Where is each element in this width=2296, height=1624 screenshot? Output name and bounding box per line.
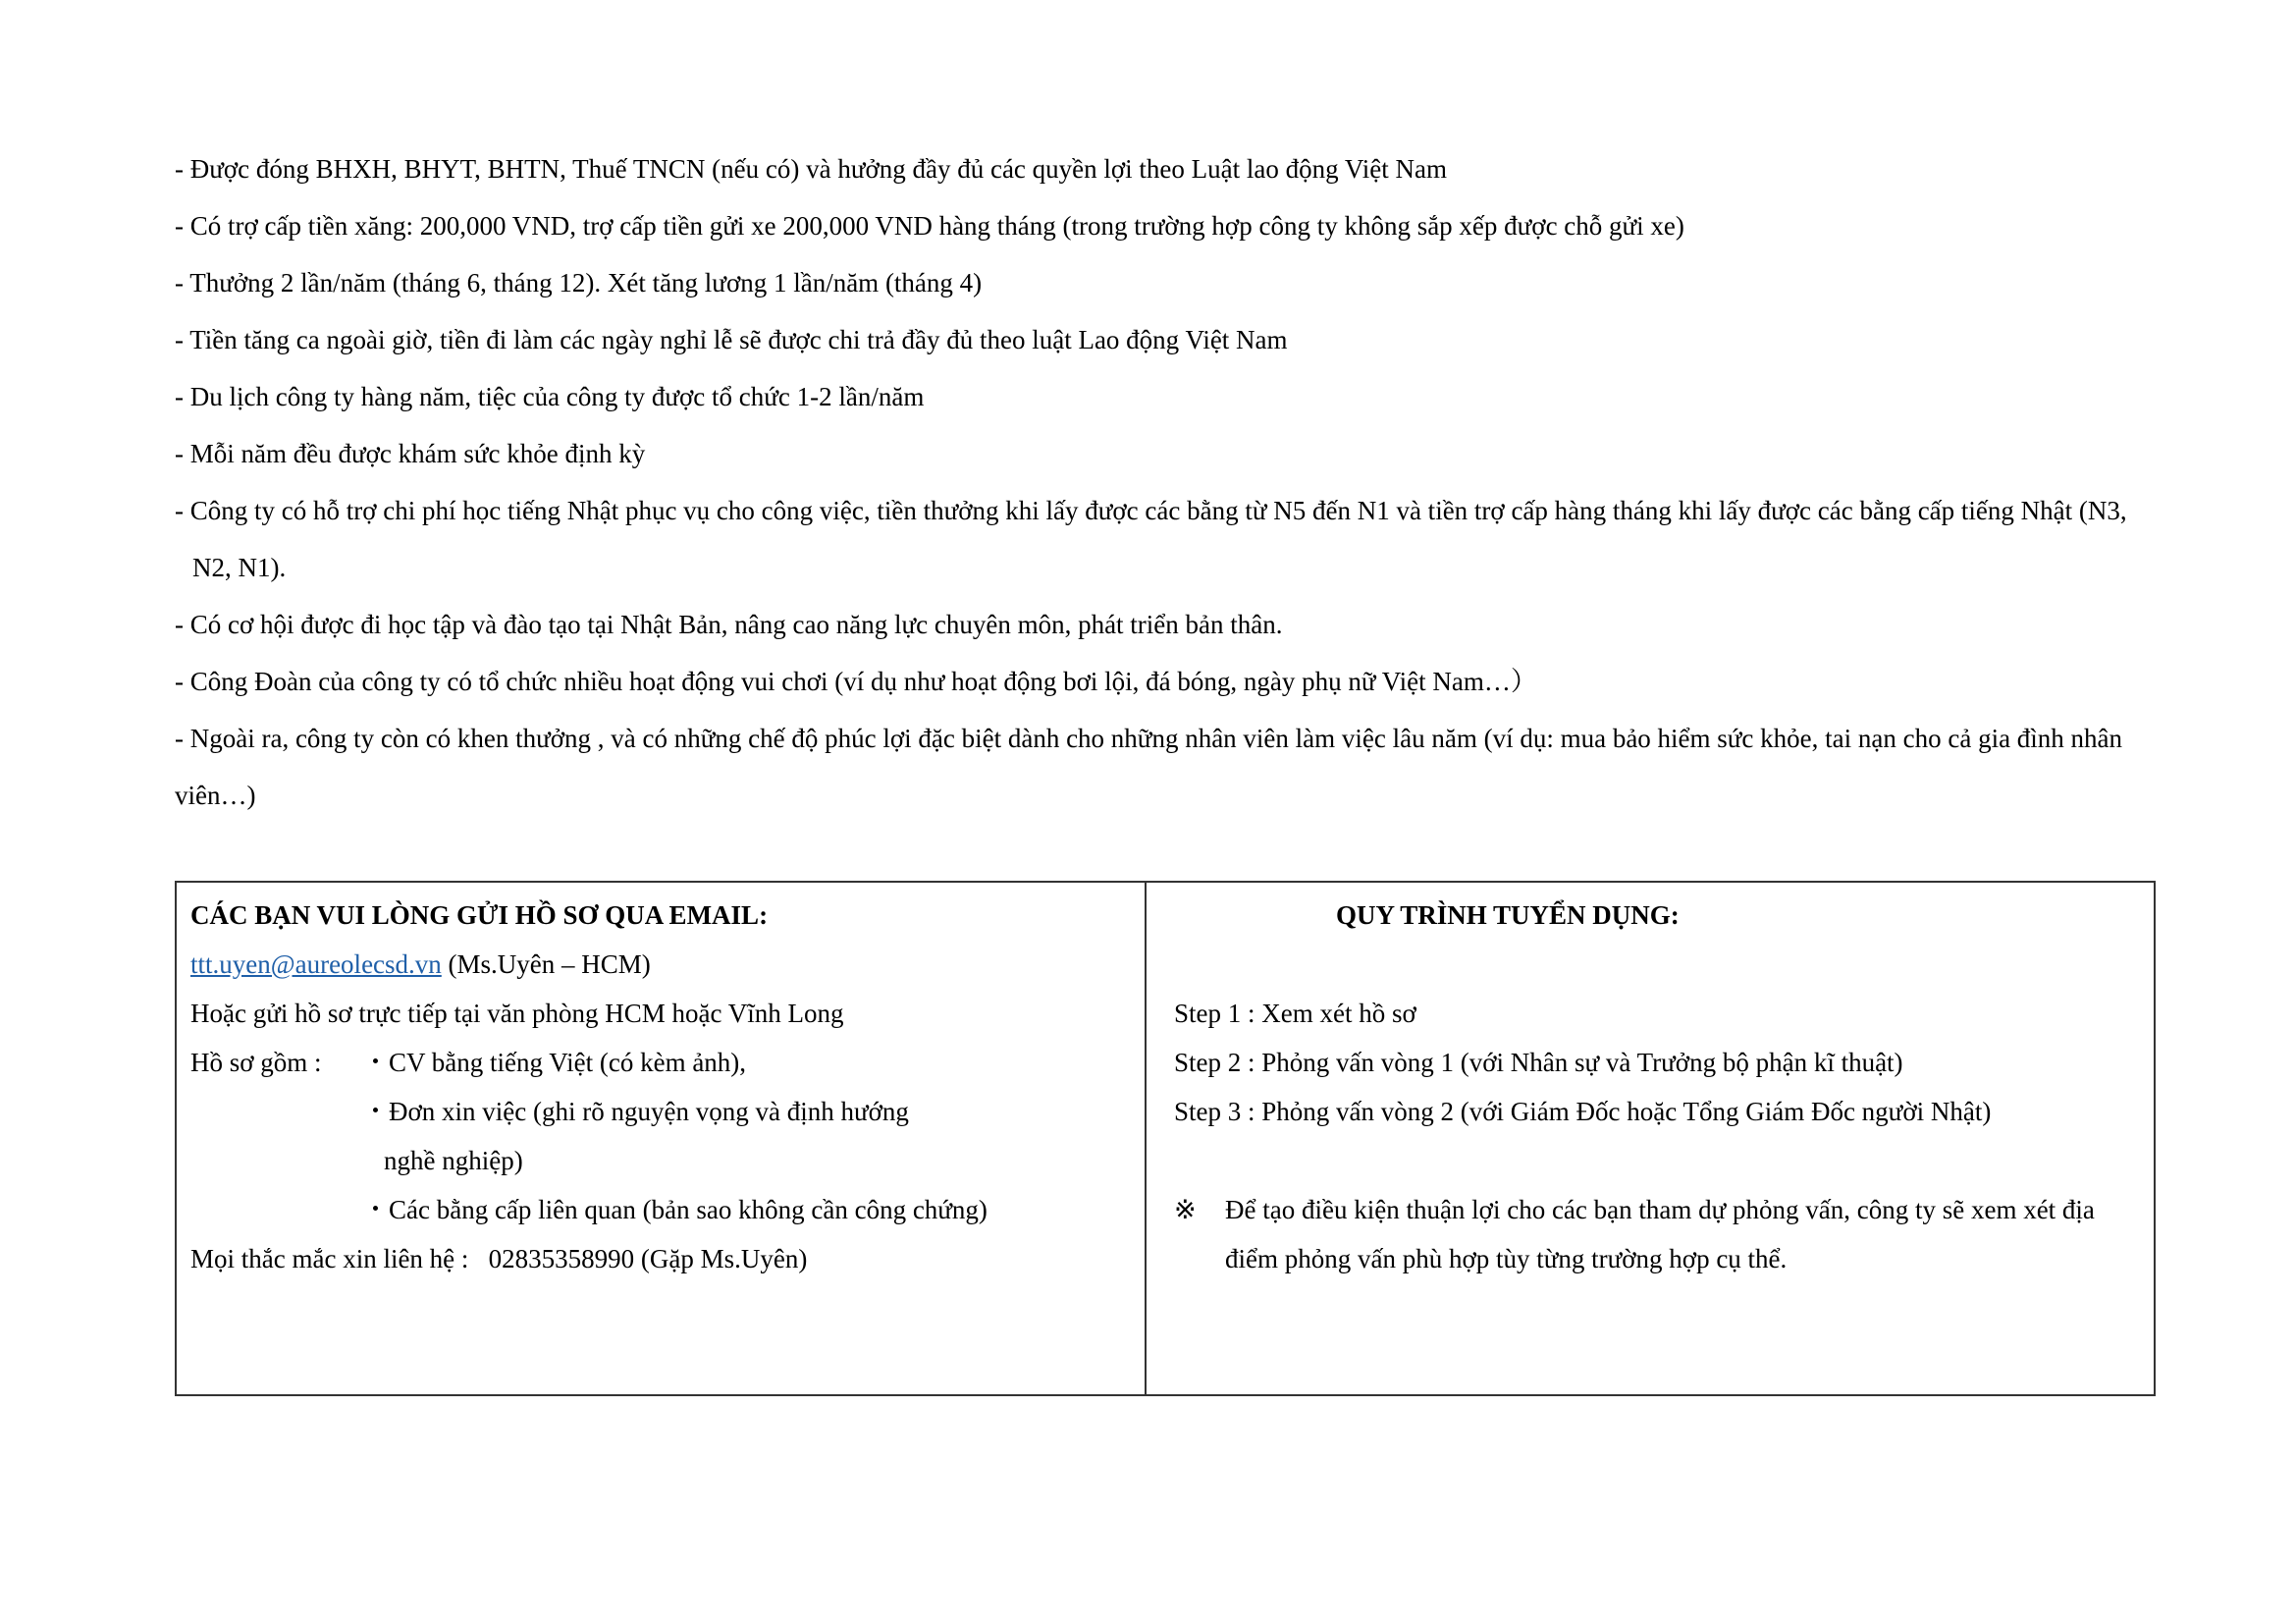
note-text: Để tạo điều kiện thuận lợi cho các bạn tham dự phỏng vấn, công ty sẽ xem xét địa điểm phỏng vấn phù hợp tùy từng trường hợp cụ thể. [1225,1195,2095,1273]
benefit-item: - Có trợ cấp tiền xăng: 200,000 VND, trợ cấp tiền gửi xe 200,000 VND hàng tháng (trong trường hợp công ty không sắp xếp được chỗ gửi xe) [175,211,1684,241]
benefit-item: - Công ty có hỗ trợ chi phí học tiếng Nhật phục vụ cho công việc, tiền thưởng khi lấy được các bằng từ N5 đến N1 và tiền trợ cấp hàng tháng khi lấy được các bằng cấp tiếng Nhật (N3, N2, N1). [175,496,2127,582]
process-step: Step 1 : Xem xét hồ sơ [1174,999,1416,1028]
benefit-item: - Được đóng BHXH, BHYT, BHTN, Thuế TNCN (nếu có) và hưởng đầy đủ các quyền lợi theo Luật lao động Việt Nam [175,154,1447,184]
documents-section [190,1038,1131,1234]
documents-list [362,1038,1131,1234]
document-item: ・CV bằng tiếng Việt (có kèm ảnh), [362,1048,747,1077]
process-step: Step 3 : Phỏng vấn vòng 2 (với Giám Đốc hoặc Tổng Giám Đốc người Nhật) [1174,1097,1992,1126]
process-step: Step 2 : Phỏng vấn vòng 1 (với Nhân sự và Trưởng bộ phận kĩ thuật) [1174,1048,1903,1077]
email-row [190,940,1131,989]
benefits-list [175,140,2148,824]
direct-submission-text: Hoặc gửi hồ sơ trực tiếp tại văn phòng HCM hoặc Vĩnh Long [190,999,844,1028]
benefit-item: - Công Đoàn của công ty có tổ chức nhiều hoạt động vui chơi (ví dụ như hoạt động bơi lội, đá bóng, ngày phụ nữ Việt Nam…） [175,667,1537,696]
documents-label: Hồ sơ gồm : [190,1048,322,1077]
recruitment-process-column [1147,883,2154,1394]
email-contact-person: (Ms.Uyên – HCM) [441,949,651,979]
process-title: QUY TRÌNH TUYỂN DỤNG: [1336,900,1680,930]
benefit-item: - Thưởng 2 lần/năm (tháng 6, tháng 12). Xét tăng lương 1 lần/năm (tháng 4) [175,268,983,298]
contact-row [190,1234,1131,1283]
benefit-item: - Ngoài ra, công ty còn có khen thưởng , và có những chế độ phúc lợi đặc biệt dành cho những nhân viên làm việc lâu năm (ví dụ: mua bảo hiểm sức khỏe, tai nạn cho cả gia đình nhân viên…) [175,724,2123,810]
contact-phone: 02835358990 (Gặp Ms.Uyên) [488,1244,808,1273]
reference-mark-icon: ※ [1174,1195,1197,1224]
benefit-item: - Du lịch công ty hàng năm, tiệc của công ty được tổ chức 1-2 lần/năm [175,382,925,411]
interview-note [1174,1185,2126,1283]
document-item-continued [362,1136,1131,1185]
application-column [177,883,1147,1394]
contact-label: Mọi thắc mắc xin liên hệ : [190,1244,469,1273]
benefit-item: - Tiền tăng ca ngoài giờ, tiền đi làm các ngày nghỉ lễ sẽ được chi trả đầy đủ theo luật Lao động Việt Nam [175,325,1288,354]
document-item: ・Đơn xin việc (ghi rõ nguyện vọng và định hướng [362,1097,909,1126]
application-title: CÁC BẠN VUI LÒNG GỬI HỒ SƠ QUA EMAIL: [190,900,769,930]
document-item: ・Các bằng cấp liên quan (bản sao không cần công chứng) [362,1195,988,1224]
email-link[interactable]: ttt.uyen@aureolecsd.vn [190,949,442,979]
document-item-continuation: nghề nghiệp) [384,1146,523,1175]
benefit-item: - Mỗi năm đều được khám sức khỏe định kỳ [175,439,646,468]
application-info-table [175,881,2156,1396]
spacer [1174,940,2126,989]
benefit-item: - Có cơ hội được đi học tập và đào tạo tại Nhật Bản, nâng cao năng lực chuyên môn, phát triển bản thân. [175,610,1283,639]
